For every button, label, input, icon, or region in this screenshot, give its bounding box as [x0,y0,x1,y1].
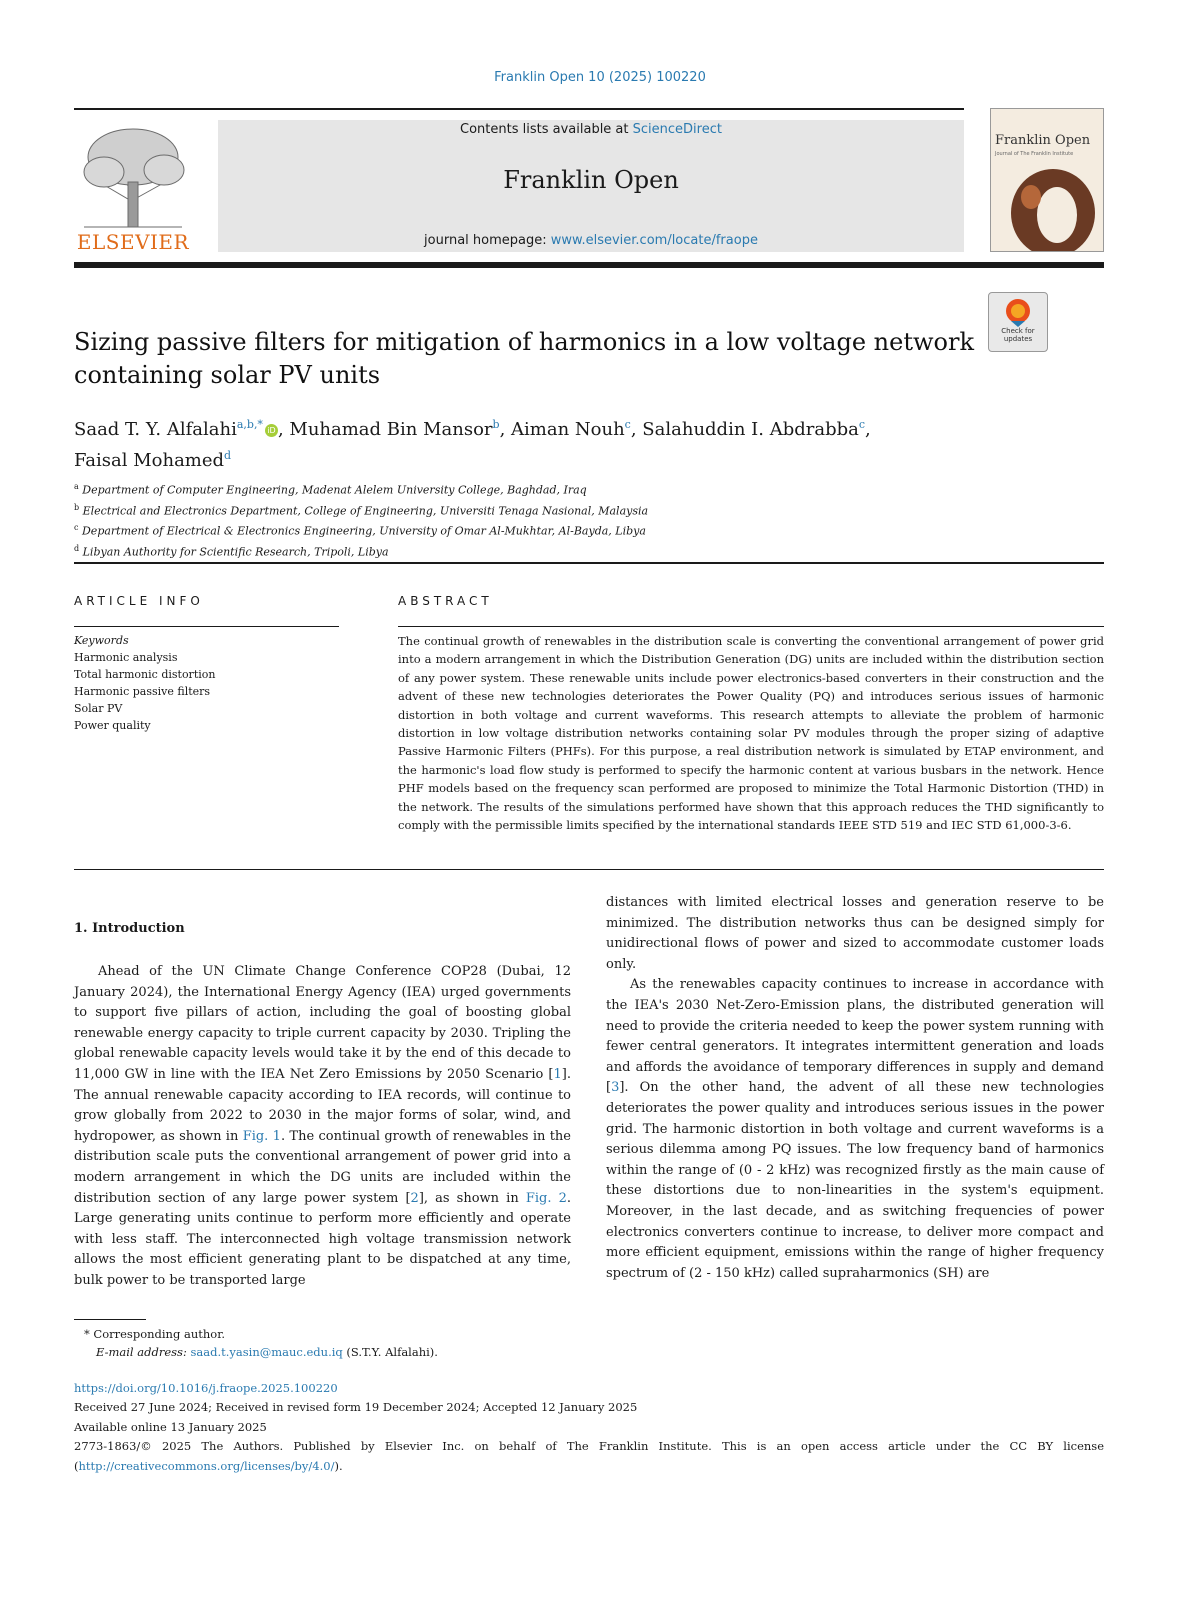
orcid-icon[interactable]: iD [265,424,278,437]
footnote [74,1325,774,1361]
author-affil-sup[interactable]: d [224,449,232,462]
body-text: ]. The annual renewable capacity according to IEA records, will continue to grow globally from 2022 to 2030 in the major forms of solar, wind, and hydropower, as shown in [74,1066,571,1144]
cover-subtitle: Journal of The Franklin Institute [995,151,1074,157]
license-suffix: ). [334,1458,343,1473]
email-link[interactable]: saad.t.yasin@mauc.edu.iq [190,1345,343,1359]
section-rule [74,562,1104,564]
body-text: . The continual growth of renewables in the distribution scale puts the conventional arrangement of power grid into a modern arrangement in which the DG units are included within the distribution section of any large power system [ [74,1128,571,1206]
citation-link[interactable]: 3 [611,1080,620,1096]
affiliation-text: Libyan Authority for Scientific Research, Tripoli, Libya [82,545,389,559]
header-rule [74,108,964,110]
check-for-updates-label: Check for updates [1001,327,1035,343]
affiliation-text: Department of Electrical & Electronics Engineering, University of Omar Al-Mukhtar, Al-Bayda, Libya [81,524,646,538]
article-info-heading: ARTICLE INFO [74,594,204,608]
email-line [74,1343,774,1361]
journal-reference[interactable]: Franklin Open 10 (2025) 100220 [494,70,706,85]
contents-line [218,122,964,137]
citation-link[interactable]: 1 [553,1066,562,1082]
homepage-line [218,233,964,248]
header-thick-rule [74,262,1104,268]
author-name: Faisal Mohamed [74,450,225,471]
keyword-item: Harmonic analysis [74,651,178,664]
abstract-heading: ABSTRACT [398,594,493,608]
keywords-label: Keywords [74,634,129,647]
license-text: 2773-1863/© 2025 The Authors. Published by Elsevier Inc. on behalf of The Franklin Institute. This is an open access article under the CC BY license ( [74,1439,1104,1473]
body-column-left [74,962,571,1292]
keywords-box [74,632,339,734]
author-name: Salahuddin I. Abdrabba [642,419,859,440]
received-dates: Received 27 June 2024; Received in revised form 19 December 2024; Accepted 12 January 2025 [74,1400,638,1415]
contents-prefix: Contents lists available at [460,122,633,137]
journal-cover-thumbnail[interactable] [990,108,1104,252]
affiliation-text: Electrical and Electronics Department, College of Engineering, Universiti Tenaga Nasional, Malaysia [82,504,649,518]
affiliation-item [74,478,1074,499]
author-affil-sup[interactable]: a,b,* [236,418,263,431]
abstract-text: The continual growth of renewables in the distribution scale is converting the conventional arrangement of power grid into a modern arrangement in which the Distribution Generation (DG) units are included within the distribution section of any power system. These renewable units include power electronics-based converters in their construction and the advent of these new technologies deteriorates the Power Quality (PQ) and introduces serious issues of harmonic distortion in both voltage and current waveforms. This research attempts to alleviate the problem of harmonic distortion in low voltage distribution networks containing solar PV modules through the proper sizing of adaptive Passive Harmonic Filters (PHFs). For this purpose, a real distribution network is simulated by ETAP environment, and the harmonic's load flow study is performed to specify the harmonic content at various busbars in the network. Hence PHF models based on the frequency scan performed are proposed to minimize the Total Harmonic Distortion (THD) in the network. The results of the simulations performed have shown that this approach reduces the THD significantly to comply with the permissible limits specified by the international standards IEEE STD 519 and IEC STD 61,000-3-6. [398,634,1104,833]
affiliation-list [74,478,1074,561]
sciencedirect-link[interactable]: ScienceDirect [632,122,722,137]
corresponding-author-note: * Corresponding author. [84,1327,226,1341]
doi-link[interactable]: https://doi.org/10.1016/j.fraope.2025.100220 [74,1381,338,1395]
author-affil-sup[interactable]: c [858,418,866,431]
cover-title: Franklin Open [995,133,1091,148]
body-text: Ahead of the UN Climate Change Conference COP28 (Dubai, 12 January 2024), the International Energy Agency (IEA) urged governments to support five pillars of action, including the goal of boosting global renewable energy capacity to triple current capacity by 2030. Tripling the global renewable capacity levels would take it by the end of this decade to 11,000 GW in line with the IEA Net Zero Emissions by 2050 Scenario [ [74,964,571,1082]
author-affil-sup[interactable]: c [624,418,631,431]
section-heading-introduction: 1. Introduction [74,921,185,936]
author-name: Aiman Nouh [511,419,625,440]
check-for-updates-icon [1002,297,1034,327]
elsevier-wordmark: ELSEVIER [76,230,190,254]
article-title: Sizing passive filters for mitigation of harmonics in a low voltage network containing solar PV units [74,328,974,389]
affiliation-sup: d [74,543,80,553]
article-metadata [74,1379,1104,1476]
license-link[interactable]: http://creativecommons.org/licenses/by/4.0/ [78,1458,335,1473]
body-paragraph [74,962,571,1292]
affiliation-text: Department of Computer Engineering, Madenat Alelem University College, Baghdad, Iraq [82,483,587,497]
keyword-item: Harmonic passive filters [74,685,211,698]
keyword-item: Total harmonic distortion [74,668,216,681]
author-name: Saad T. Y. Alfalahi [74,419,237,440]
body-column-right [606,893,1104,1284]
homepage-prefix: journal homepage: [424,233,551,248]
elsevier-tree-icon [74,122,192,232]
affiliation-sup: c [74,523,79,533]
affiliation-sup: b [74,502,80,512]
affiliation-item [74,519,1074,540]
figure-link[interactable]: Fig. 1 [242,1128,281,1144]
body-text: . Large generating units continue to perform more efficiently and operate with less staff. The interconnected high voltage transmission network allows the most efficient generating plant to be dispatched at any time, bulk power to be transported large [74,1190,571,1288]
license-line [74,1437,1104,1476]
body-paragraph [606,975,1104,1284]
email-suffix: (S.T.Y. Alfalahi). [342,1345,438,1359]
author-affil-sup[interactable]: b [492,418,500,431]
body-paragraph: distances with limited electrical losses and generation reserve to be minimized. The distribution networks thus can be designed simply for unidirectional flows of power and sized to accommodate customer loads only. [606,895,1104,972]
article-info-rule [74,626,339,627]
citation-link[interactable]: 2 [410,1190,419,1206]
affiliation-sup: a [74,482,79,491]
abstract-end-rule [74,869,1104,870]
affiliation-item [74,499,1074,520]
email-label: E-mail address: [96,1345,191,1359]
body-text: ]. On the other hand, the advent of all these new technologies deteriorates the power quality and introduces serious issues in the power grid. The harmonic distortion in both voltage and current waveforms is a serious dilemma among PQ issues. The low frequency band of harmonics within the range of (0 - 2 kHz) was recognized firstly as the main cause of these distortions due to non-linearities in the system's equipment. Moreover, in the last decade, and as switching frequencies of power electronics converters continue to increase, to deliver more compact and more efficient equipment, emissions within the range of higher frequency spectrum of (2 - 150 kHz) called supraharmonics (SH) are [606,1080,1104,1281]
body-text: ], as shown in [418,1190,526,1206]
available-online: Available online 13 January 2025 [74,1419,267,1434]
abstract-rule [398,626,1104,627]
affiliation-item [74,540,1074,561]
journal-title: Franklin Open [503,166,679,194]
keyword-item: Solar PV [74,702,123,715]
check-for-updates-badge[interactable] [988,292,1048,352]
author-name: Muhamad Bin Mansor [289,419,493,440]
cover-art-icon [991,157,1103,251]
homepage-link[interactable]: www.elsevier.com/locate/fraope [550,233,758,248]
author-list: Saad T. Y. Alfalahi$^{a,b,*}$ iD , Muhamad Bin Mansor$^b$, Aiman Nouh$^c$, Salahuddin I. Abdrabba$^c$, Faisal Mohamed$^d$ [74,418,871,471]
body-text: As the renewables capacity continues to increase in accordance with the IEA's 2030 Net-Zero-Emission plans, the distributed generation will need to provide the criteria needed to keep the power system running with fewer central generators. It integrates intermittent generation and loads and affords the avoidance of temporary differences in supply and demand [ [606,977,1104,1096]
footnote-rule [74,1319,146,1320]
figure-link[interactable]: Fig. 2 [525,1190,567,1206]
keyword-item: Power quality [74,719,151,732]
